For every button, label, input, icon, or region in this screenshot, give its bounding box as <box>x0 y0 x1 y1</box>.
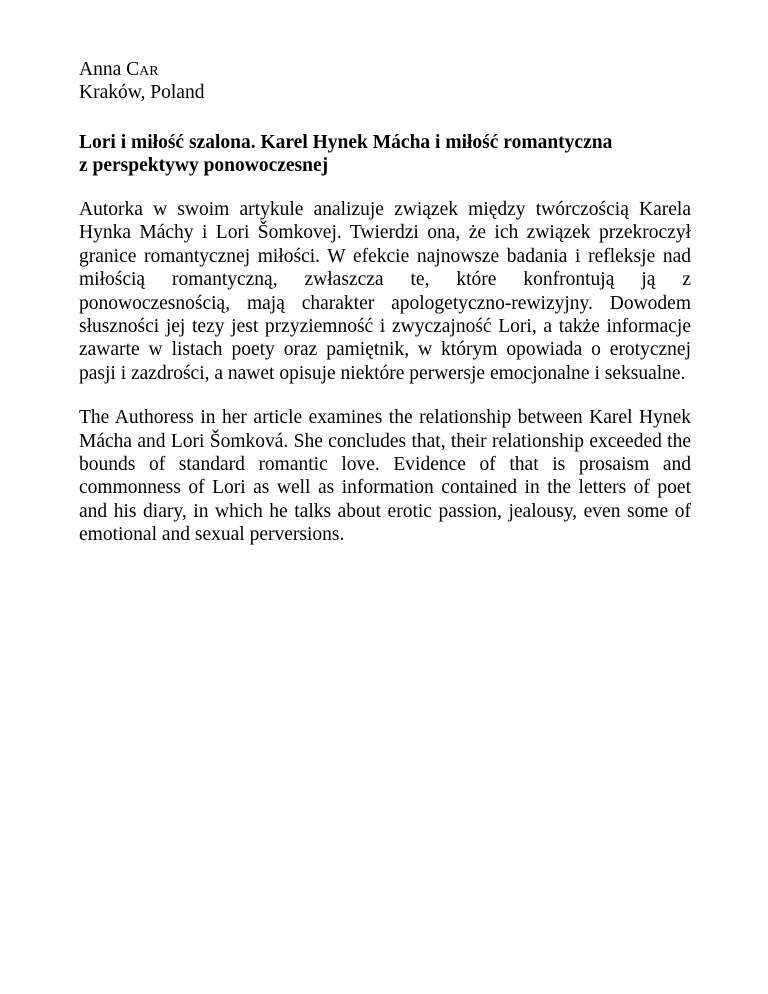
article-title-line-2: z perspektywy ponowoczesnej <box>79 155 329 176</box>
abstract-polish: Autorka w swoim artykule analizuje związek między twórczością Karela Hynka Máchy i Lori Šomkovej. Twierdzi ona, że ich związek przekroczył granice romantycznej miłości. W efekcie najnowsze badania i refleksje nad miłością romantyczną, zwłaszcza te, które konfrontują ją z ponowoczesnością, mają charakter apologetyczno-rewizyjny. Dowodem słuszności jej tezy jest przyziemność i zwyczajność Lori, a także informacje zawarte w listach poety oraz pamiętnik, w którym opowiada o erotycznej pasji i zazdrości, a nawet opisuje niektóre perwersje emocjonalne i seksualne. <box>79 199 691 384</box>
article-title-line-1: Lori i miłość szalona. Karel Hynek Mácha i miłość romantyczna <box>79 132 613 153</box>
abstract-english: The Authoress in her article examines the relationship between Karel Hynek Mácha and Lori Šomková. She concludes that, their relationship exceeded the bounds of standard romantic love. Evidence of that is prosaism and commonness of Lori as well as information contained in the letters of poet and his diary, in which he talks about erotic passion, jealousy, even some of emotional and sexual perversions. <box>79 407 691 546</box>
author-surname: Car <box>126 59 159 80</box>
author-first-name: Anna <box>79 59 122 80</box>
author-name <box>79 58 691 81</box>
author-location: Kraków, Poland <box>79 82 205 103</box>
article-title <box>79 131 691 177</box>
document-page <box>79 58 691 547</box>
